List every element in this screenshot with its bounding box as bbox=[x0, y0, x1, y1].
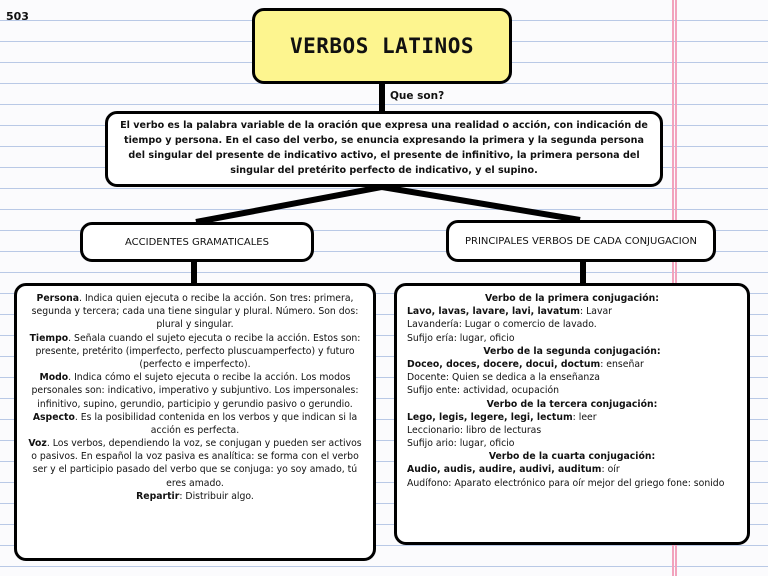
conjugation-title: Verbo de la primera conjugación: bbox=[485, 293, 659, 304]
conjugation-group bbox=[407, 292, 737, 345]
accident-term: Repartir bbox=[136, 490, 180, 502]
right-heading: PRINCIPALES VERBOS DE CADA CONJUGACION bbox=[464, 235, 698, 247]
conjugation-line: Sufijo ería: lugar, oficio bbox=[407, 332, 515, 344]
accident-item bbox=[27, 371, 363, 411]
accident-text: . Los verbos, dependiendo la voz, se conjugan y pueden ser activos o pasivos. En español la voz pasiva es analítica: se forma con el verbo ser y el participio pasado del verbo que se conjuga: yo soy amado, tú eres amado. bbox=[31, 438, 362, 489]
accident-text: . Indica quien ejecuta o recibe la acción. Son tres: primera, segunda y tercera; cada una tiene singular y plural. Número. Son dos: plural y singular. bbox=[31, 293, 359, 331]
conjugation-line: Docente: Quien se dedica a la enseñanza bbox=[407, 372, 600, 384]
right-heading-box bbox=[446, 220, 716, 262]
conjugation-title: Verbo de la segunda conjugación: bbox=[483, 345, 661, 357]
conjugation-verb: Doceo, doces, docere, docui, doctum: enseñar bbox=[407, 358, 644, 370]
definition-box bbox=[105, 111, 663, 187]
conjugation-group bbox=[407, 345, 737, 398]
conjugation-verb: Lavo, lavas, lavare, lavi, lavatum: Lavar bbox=[407, 306, 612, 318]
conjugation-group bbox=[407, 450, 737, 490]
accident-text: : Distribuir algo. bbox=[179, 490, 254, 502]
conjugation-verb: Audio, audis, audire, audivi, auditum: oír bbox=[407, 464, 620, 476]
accident-term: Persona bbox=[36, 293, 80, 304]
conjugation-line: Sufijo ente: actividad, ocupación bbox=[407, 385, 560, 397]
conjugation-line: Leccionario: libro de lecturas bbox=[407, 424, 542, 436]
accident-text: . Señala cuando el sujeto ejecuta o recibe la acción. Estos son: presente, pretérito (imperfecto, perfecto pluscuamperfecto) y futuro (perfecto e imperfecto). bbox=[35, 332, 361, 370]
accident-item bbox=[27, 411, 363, 437]
conjugation-line: Audífono: Aparato electrónico para oír mejor del griego fone: sonido bbox=[407, 477, 725, 489]
accident-text: . Indica cómo el sujeto ejecuta o recibe la acción. Los modos personales son: indicativo, imperativo y subjuntivo. Los impersonales: infinitivo, supino, gerundio, participio y gerundio pasivo o gerundio. bbox=[31, 372, 359, 410]
accident-term: Modo bbox=[39, 372, 69, 384]
accident-text: . Es la posibilidad contenida en los verbos y que indican si la acción es perfecta. bbox=[74, 411, 358, 436]
accident-item bbox=[27, 437, 363, 490]
accident-term: Tiempo bbox=[29, 332, 69, 344]
conjugation-verb: Lego, legis, legere, legi, lectum: leer bbox=[407, 411, 597, 423]
connector-definition-right bbox=[382, 187, 580, 220]
accident-item bbox=[27, 332, 363, 372]
page-number: 503 bbox=[6, 10, 29, 23]
connector-label: Que son? bbox=[390, 90, 445, 102]
conjugation-line: Sufijo ario: lugar, oficio bbox=[407, 438, 515, 450]
diagram-title: VERBOS LATINOS bbox=[289, 34, 474, 58]
accident-term: Aspecto bbox=[32, 411, 75, 423]
definition-text: El verbo es la palabra variable de la oración que expresa una realidad o acción, con indicación de tiempo y persona. En el caso del verbo, se enuncia expresando la primera y la segunda persona del singular del presente de indicativo activo, el presente de infinitivo, la primera persona del singular del pretérito perfecto de indicativo, y el supino. bbox=[120, 120, 648, 176]
left-heading: ACCIDENTES GRAMATICALES bbox=[125, 236, 269, 248]
conjugation-group bbox=[407, 398, 737, 451]
conjugations-box bbox=[394, 283, 750, 545]
grammatical-accidents-box bbox=[14, 283, 376, 561]
conjugation-title: Verbo de la cuarta conjugación: bbox=[488, 451, 656, 463]
accident-term: Voz bbox=[28, 438, 47, 450]
title-box bbox=[252, 8, 512, 84]
accident-item bbox=[27, 292, 363, 332]
left-heading-box bbox=[80, 222, 314, 262]
connector-definition-left bbox=[196, 187, 382, 222]
conjugation-title: Verbo de la tercera conjugación: bbox=[486, 398, 658, 410]
conjugation-line: Lavandería: Lugar o comercio de lavado. bbox=[407, 319, 597, 331]
accident-item bbox=[27, 490, 363, 503]
